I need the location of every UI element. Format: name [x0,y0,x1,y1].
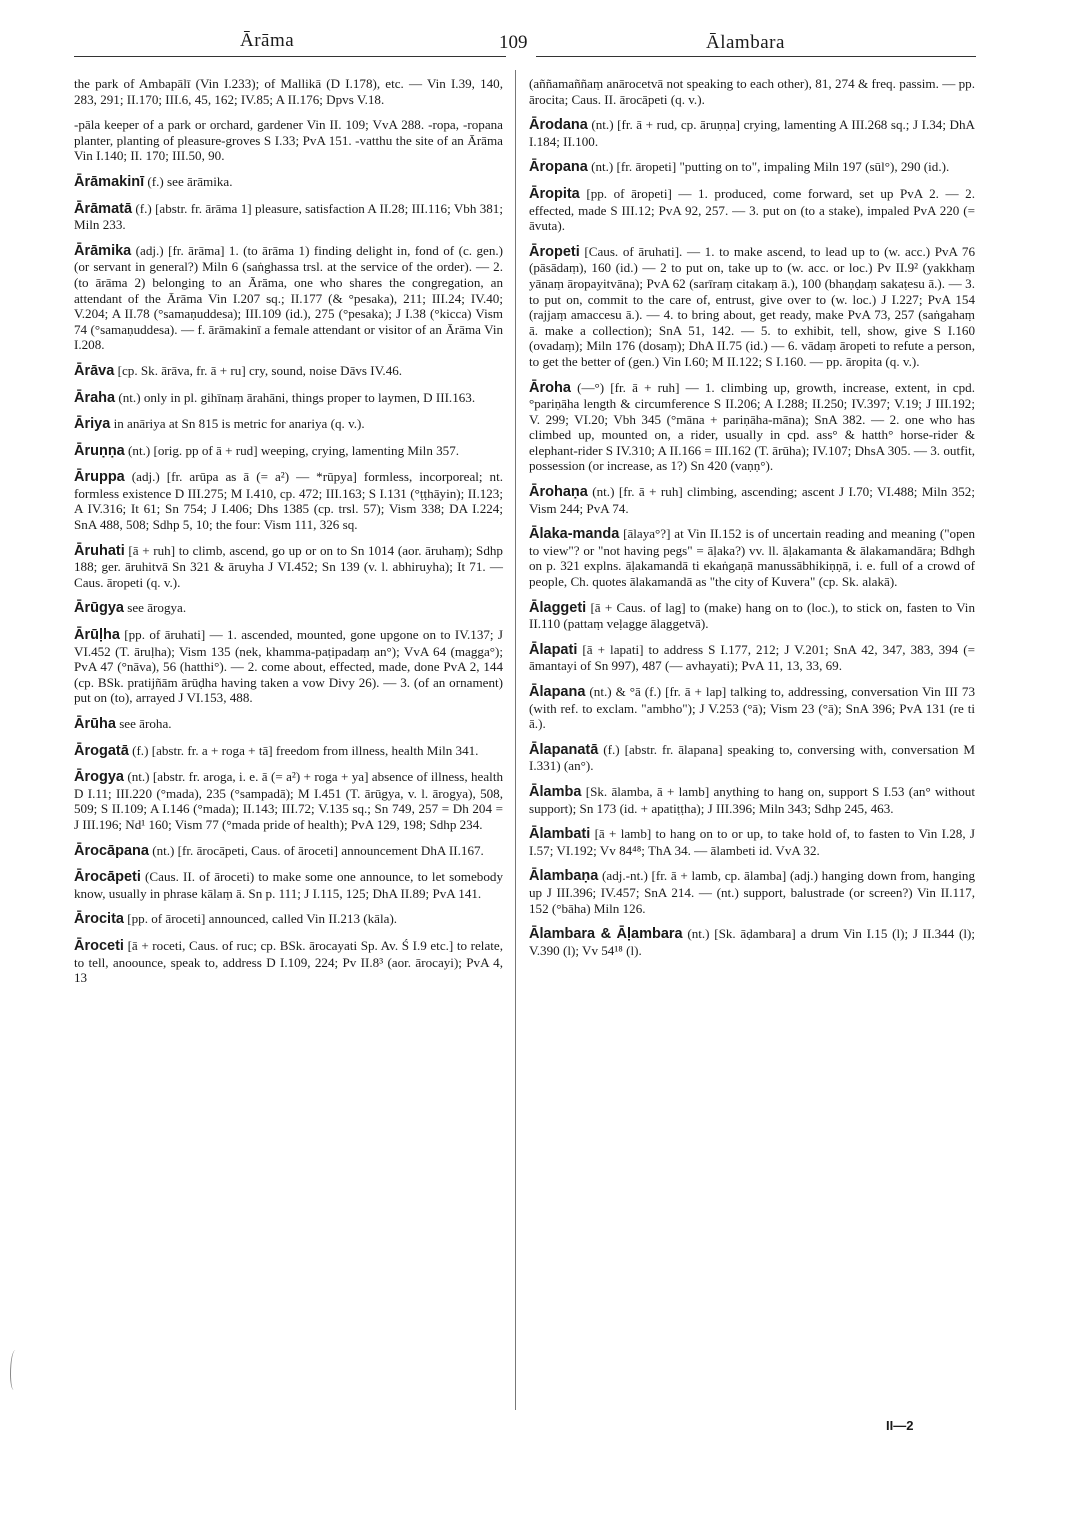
entry-headword: Ārūḷha [74,627,120,644]
entry-headword: Āropeti [529,243,580,260]
entry-headword: Ālapana [529,684,586,700]
entry-headword: Ārohaṇa [529,484,588,501]
entry-text: [ā + Caus. of lag] to (make) hang on to (loc.), to stick on, fasten to Vin II.110 (pattaṃ veḷagge ālaggetvā). [529,599,975,632]
entry-text: [Sk. ālamba, ā + lamb] anything to hang on, support S I.53 (an° without support); Sn 173 (id. + apatiṭṭha); J III.396; Miln 343; Sdhp 245, 463. [529,783,975,816]
entry-text: [ā + lamb] to hang on to or up, to take hold of, to fasten to Vin I.28, J I.57; VI.192; Vv 84⁴⁸; ThA 34. — ālambeti id. VvA 32. [529,826,976,858]
entry-headword: Āropita [529,185,580,202]
dictionary-entry [529,76,975,107]
dictionary-entry [529,742,975,774]
dictionary-entry [529,526,975,589]
entry-headword: Āruhati [74,542,125,559]
entry-text: (adj.) [fr. arūpa as ā (= a²) — *rūpya] formless, incorporeal; nt. formless existence D III.275; M I.410, cp. 472; III.163; S I.131 (°ṭṭhāyin); II.123; A IV.316; It 61; Sn 754; J I.406; Dhs 1385 (cp. trsl. 57); Vism 338; DA I.224; SnA 488, 508; Sdhp 5, 10; the four: Vism 111, 326 sq. [74,469,503,533]
entry-text: [pp. of āropeti] — 1. produced, come forward, set up PvA 2. — 2. effected, made S III.12; PvA 92, 257. — 3. put on (to a stake), impaled PvA 220 (= āvuta). [529,185,975,234]
entry-headword: Āraha [74,389,116,406]
dictionary-entry [529,380,975,475]
entry-headword: Āroceti [74,937,124,954]
dictionary-entry [529,600,975,632]
entry-text: (nt.) [abstr. fr. aroga, i. e. ā (= a²) + roga + ya] absence of illness, health D I.11; III.220 (°mada), 235 (°sampadā); M I.451 (T. ārūgya, v. l. ārogya), 508, 509; S II.109; A I.146 (°mada); II.143; III.72; V.135 sq.; Sn 749, 257 = Dh 204 = J III.196; Nd¹ 160; Vism 77 (°mada pride of health); PvA 129, 198; Sdhp 234. [74,769,504,832]
entry-text: [ā + ruh] to climb, ascend, go up or on to Sn 1014 (aor. āruhaṃ); Sdhp 188; ger. āruhitvā Sn 321 & āruyha J VI.452; Sn 139 (v. l. abhiruyha); It 71. — Caus. āropeti (q. v.). [74,542,503,590]
entry-text: (—°) [fr. ā + ruh] — 1. climbing up, growth, increase, extent, in cpd. °pariṇāha length & circumference S II.206; A I.288; II.250; IV.397; V.19; J III.192; V. 299; VI.20; Vbh 345 (°māna + pariṇāha-māna); SnA 382. — 2. one who has climbed up, mounted on, a rider, usually in cpd. ass° & hatth° horse-rider & elephant-rider S IV.310; A II.166 = III.162 (T. ārūha); IV.107; DhsA 305. — 3. outfit, possession (or increase, as 1?) Sn 420 (vaṇṇ°). [529,379,975,474]
entry-text: [Caus. of āruhati]. — 1. to make ascend, to lead up to (w. acc.) PvA 76 (pāsādaṃ), 160 (id.) — 2 to put on, take up to (w. acc. or loc.) Pv II.9² (yakkhaṃ yānaṃ āropayitvāna); PvA 62 (sarīraṃ citakaṃ ā.), 100 (bhaṇḍaṃ sakaṭesu ā.). — 3. to put on, commit to the care of, entrust, give over to (w. loc.) J I.227; PvA 154 (rajjaṃ amaccesu ā.). — 4. to bring about, get ready, make PvA 73, 257 (saṅgahaṃ ā. make a collection); SnA 51, 142. — 5. to exhibit, tell, show, give S I.160 (ovadaṃ); Miln 176 (dosaṃ); DhA II.75 (id.) — 6. vādaṃ āropeti to refute a person, to get the better of (gen.) Vin I.60; M II.122; S I.160. — pp. āropita (q. v.). [529,243,975,369]
entry-headword: Ārocāpeti [74,869,141,886]
entry-headword: Ārāmakinī [74,173,145,190]
entry-headword: Ārāva [74,362,115,379]
dictionary-entry [74,76,503,107]
dictionary-entry [74,443,503,460]
entry-headword: Ālambaṇa [529,868,599,885]
entry-text: (nt.) [Sk. āḍambara] a drum Vin I.15 (l); J II.344 (l); V.390 (l); Vv 54¹⁸ (l). [529,926,976,958]
dictionary-entry [529,926,975,958]
entry-headword: Āruṇṇa [74,442,125,459]
entry-headword: Āriya [74,416,111,433]
dictionary-entry [529,244,975,370]
dictionary-entry [529,784,975,816]
entry-text: the park of Ambapālī (Vin I.233); of Mallikā (D I.178), etc. — Vin I.39, 140, 283, 291; II.170; III.6, 45, 162; IV.85; A II.176; Dpvs V.18. [74,76,503,107]
entry-text: (f.) [abstr. fr. ārāma 1] pleasure, satisfaction A II.28; III.116; Vbh 381; Miln 233. [74,200,503,233]
entry-text: (f.) [abstr. fr. ālapana] speaking to, conversing with, conversation M I.331) (an°). [529,741,975,774]
dictionary-entry [74,843,503,860]
entry-text: -pāla keeper of a park or orchard, gardener Vin II. 109; VvA 288. -ropa, -ropana planter, planting of pleasure-groves S I.33; PvA 151. -vatthu the site of an Ārāma Vin I.140; II. 170; III.50, 90. [74,117,503,164]
dictionary-entry [74,911,503,928]
dictionary-entry [529,684,975,732]
entry-headword: Ālaka-manda [529,526,620,543]
entry-headword: Ārūha [74,716,116,732]
entry-headword: Ārāmika [74,242,132,259]
dictionary-entry [74,627,503,706]
entry-text: (adj.-nt.) [fr. ā + lamb, cp. ālamba] (adj.) hanging down from, hanging up J III.396; IV.457; SnA 214. — (nt.) support, balustrade (or screen?) Vin II.117, 152 (°bāha) Miln 126. [529,868,975,916]
entry-text: (nt.) [fr. ārocāpeti, Caus. of āroceti] announcement DhA II.167. [152,842,484,858]
entry-headword: Ārocāpana [74,842,149,859]
running-head-left: Ārāma [240,30,295,51]
header-rule-left [74,56,506,57]
entry-headword: Āroha [529,379,571,396]
entry-text: see ārogya. [127,600,187,616]
page-number: 109 [499,32,528,53]
entry-text: [ā + lapati] to address S I.177, 212; J V.201; SnA 42, 347, 383, 394 (= āmantayi of Sn 997), 487 (— avhayati); PvA 11, 13, 33, 69. [529,641,976,674]
dictionary-entry [74,743,503,760]
left-column [74,76,503,996]
signature-mark: II—2 [886,1418,914,1433]
entry-headword: Āruppa [74,469,125,486]
entry-headword: Ālapanatā [529,741,599,758]
dictionary-entry [74,174,503,191]
entry-text: see āroha. [119,716,172,731]
dictionary-entry [529,826,975,858]
dictionary-entry [74,117,503,164]
entry-headword: Ārogatā [74,742,129,759]
page-header [0,28,1073,58]
entry-headword: Ārūgya [74,600,124,617]
entry-headword: Āropana [529,159,588,176]
entry-headword: Ālaggeti [529,599,587,616]
entry-text: (f.) see ārāmika. [147,173,233,189]
dictionary-entry [529,484,975,516]
entry-text: [pp. of āroceti] announced, called Vin II.213 (kāla). [127,911,398,927]
dictionary-entry [74,390,503,407]
entry-text: (nt.) [fr. āropeti] "putting on to", impaling Miln 197 (sūl°), 290 (id.). [591,159,950,175]
dictionary-entry [74,543,503,591]
entry-text: (Caus. II. of āroceti) to make some one announce, to let somebody know, usually in phrase kālaṃ ā. Sn p. 111; J I.115, 125; DhA II.89; PvA 141. [74,869,503,901]
dictionary-entry [74,938,503,986]
dictionary-entry [74,869,503,901]
dictionary-entry [529,642,975,674]
dictionary-entry [529,117,975,149]
entry-headword: Ālambati [529,826,591,843]
entry-headword: Ālambara & Āḷambara [529,926,683,943]
dictionary-entry [74,201,503,233]
dictionary-entry [529,186,975,234]
entry-text: [pp. of āruhati] — 1. ascended, mounted, gone upgone on to IV.137; J VI.452 (T. āruḷha); Vism 135 (nek, khamma-paṭipadaṃ an°); VvA 64 (magga°); PvA 47 (°nāva), 56 (hatthi°). — 2. come about, effected, made, done PvA 2, 144 (cp. BSk. pratijñām ārūḍha having taken a vow Divy 26). — 3. (of an ornament) put on (to), arrayed J VI.153, 488. [74,627,503,706]
dictionary-entry [74,769,503,832]
dictionary-entry [74,600,503,617]
entry-text: (aññamaññaṃ anārocetvā not speaking to each other), 81, 274 & freq. passim. — pp. ārocita; Caus. II. ārocāpeti (q. v.). [529,76,975,107]
entry-text: in anāriya at Sn 815 is metric for anariya (q. v.). [113,416,365,432]
running-head-right: Ālambara [706,32,785,53]
entry-text: (nt.) [orig. pp of ā + rud] weeping, crying, lamenting Miln 357. [128,442,460,458]
dictionary-entry [74,416,503,433]
dictionary-entry [74,716,503,733]
entry-text: [ā + roceti, Caus. of ruc; cp. BSk. ārocayati Sp. Av. Ś I.9 etc.] to relate, to tell, anoounce, speak to, address D I.109, 224; Pv II.8³ (aor. ārocayi); PvA 4, 13 [74,937,503,986]
entry-text: [ālaya°?] at Vin II.152 is of uncertain reading and meaning ("open to view"? or "not having pegs" = āḷaka?) vv. ll. āḷakamanta & ālakamandāra; Bdhgh on p. 321 explns. āḷakamandā ti ekaṅgaṇā manussābhikiṇṇā, i. e. full of a crowd of people, Ch. quotes ālakamandā as "the city of Kuvera" (cp. Sk. alakā). [529,526,975,590]
dictionary-entry [529,868,975,916]
entry-headword: Ālapati [529,641,578,658]
right-column [529,76,975,968]
entry-text: (f.) [abstr. fr. a + roga + tā] freedom from illness, health Miln 341. [132,742,479,758]
header-rule-right [536,56,976,57]
entry-text: [cp. Sk. ārāva, fr. ā + ru] cry, sound, noise Dāvs IV.46. [117,362,403,378]
entry-text: (nt.) [fr. ā + rud, cp. āruṇṇa] crying, lamenting A III.268 sq.; J I.34; DhA I.184; II.100. [529,117,975,149]
entry-text: (nt.) [fr. ā + ruh] climbing, ascending; ascent J I.70; VI.488; Miln 352; Vism 244; PvA 74. [529,484,975,516]
dictionary-entry [74,243,503,353]
entry-text: (nt.) only in pl. gihīnaṃ ārahāni, things proper to laymen, D III.163. [118,389,476,405]
dictionary-entry [529,159,975,176]
entry-headword: Ārocita [74,911,124,928]
entry-text: (nt.) & °ā (f.) [fr. ā + lap] talking to, addressing, conversation Vin III 73 (with ref. to exclam. "ambho"); J V.253 (°ā); Vism 23 (°ā); SnA 396; PvA 131 (re ti ā.). [529,684,975,732]
dictionary-entry [74,469,503,532]
entry-headword: Ālamba [529,783,582,800]
entry-headword: Ārāmatā [74,200,133,217]
entry-text: (adj.) [fr. ārāma] 1. (to ārāma 1) finding delight in, fond of (c. gen.) (or servant in general?) Miln 6 (saṅghassa trsl. at the service of the order). — 2. (to ārāma 2) belonging to an Ārāma, one who shares the congregation, an attendant of the Ārāma Vin I.207 sq.; II.177 (& °pesaka), 211; III.24; IV.40; V.204; A II.78 (°samaṇuddesa); III.109 (id.), 275 (°pesaka); J I.38 (°kicca) Vism 74 (°samaṇuddesa). — f. ārāmakinī a female attendant or visitor of an Ārāma Vin I.208. [74,242,503,353]
margin-pencil-mark [10,1350,19,1390]
dictionary-entry [74,363,503,380]
entry-headword: Ārogya [74,769,124,786]
column-separator [515,70,516,1410]
entry-headword: Ārodana [529,117,588,134]
